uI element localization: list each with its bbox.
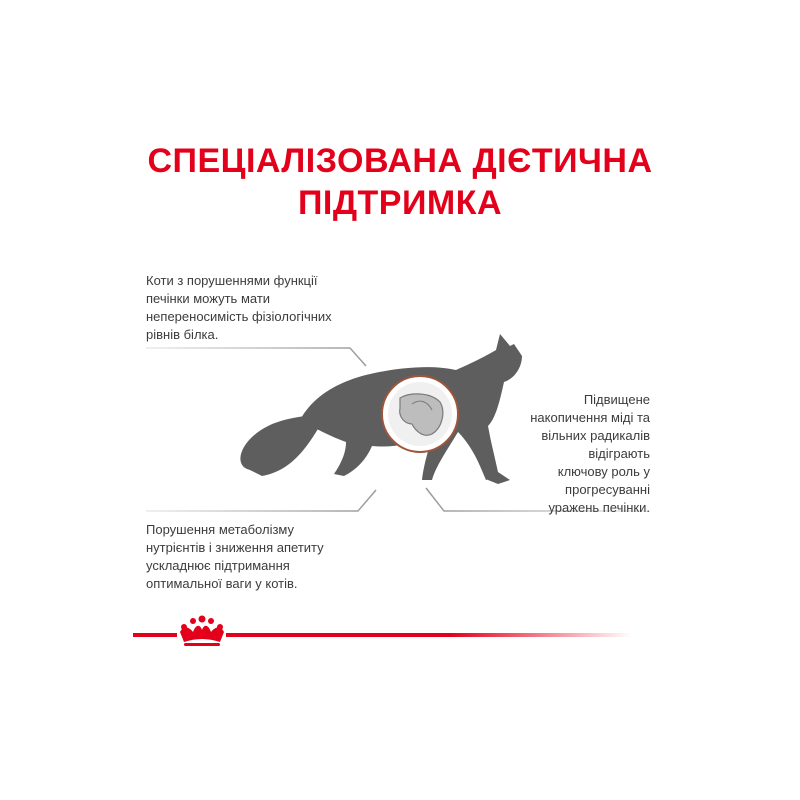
callout-line-top-left — [146, 348, 366, 366]
callout-text-right — [530, 391, 650, 517]
callout-text-top-left — [146, 272, 332, 344]
liver-icon — [382, 376, 458, 452]
royal-canin-crown-icon — [180, 616, 224, 647]
callout-line: Коти з порушеннями функції — [146, 273, 318, 288]
callout-line: рівнів білка. — [146, 327, 219, 342]
callout-text-bottom-left — [146, 521, 324, 593]
callout-line: прогресуванні — [565, 482, 650, 497]
callout-line: оптимальної ваги у котів. — [146, 576, 298, 591]
callout-line: ускладнює підтримання — [146, 558, 290, 573]
callout-line: нутрієнтів і зниження апетиту — [146, 540, 324, 555]
callout-line: непереносимість фізіологічних — [146, 309, 332, 324]
callout-line: Підвищене — [583, 392, 650, 407]
callout-line: накопичення міді та — [530, 410, 650, 425]
callout-line: вільних радикалів — [541, 428, 650, 443]
callout-line: відіграють — [588, 446, 650, 461]
title-line-2: ПІДТРИМКА — [297, 184, 503, 222]
callout-line: ключову роль у — [557, 464, 650, 479]
title-line-1: СПЕЦІАЛІЗОВАНА ДІЄТИЧНА — [147, 142, 653, 180]
cat-silhouette-icon — [240, 334, 522, 484]
callout-line: печінки можуть мати — [146, 291, 271, 306]
callout-line: Порушення метаболізму — [146, 522, 295, 537]
callout-line: уражень печінки. — [548, 500, 650, 515]
callout-line-bottom-left — [146, 490, 376, 511]
